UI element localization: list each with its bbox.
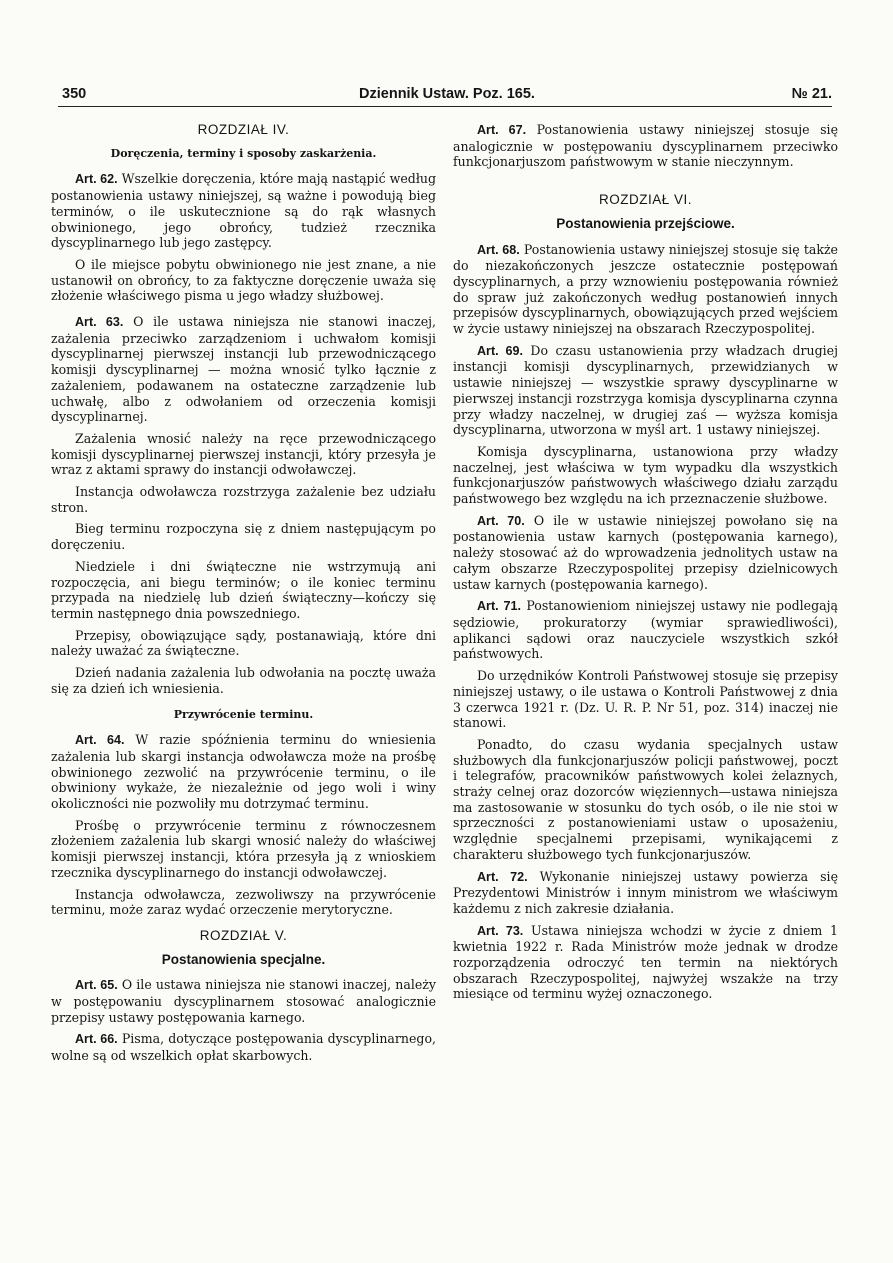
chapter-subtitle: Doręczenia, terminy i sposoby zaskarżenia. <box>110 146 377 160</box>
article-paragraph: Art. 64. W razie spóźnienia terminu do wniesienia zażalenia lub skargi instancja odwoławcza może na prośbę obwinionego zezwolić na przywrócenie terminu, o ile obwiniony wykaże, że niezależnie od jego woli i winy okoliczności nie pozwoliły mu dotrzymać terminu. <box>51 732 436 812</box>
paragraph: O ile miejsce pobytu obwinionego nie jest znane, a nie ustanowił on obrońcy, to za faktyczne doręczenie uważa się złożenie właściwego pisma u jego władzy służbowej. <box>51 256 436 304</box>
article-paragraph: Art. 62. Wszelkie doręczenia, które mają nastąpić według postanowienia ustawy niniejszej, są ważne i powodują bieg terminów, o ile uskutecznione są do rąk własnych obwinionego, jego obrońcy, tudzież rzecznika dyscyplinarnego lub jego zastępcy. <box>51 171 436 251</box>
paragraph: Instancja odwoławcza rozstrzyga zażalenie bez udziału stron. <box>51 484 436 515</box>
article-label: Art. 62. <box>75 172 118 187</box>
paragraph: Do urzędników Kontroli Państwowej stosuje się przepisy niniejszej ustawy, o ile ustawa o Kontroli Państwowej z dnia 3 czerwca 1921 r. (Dz. U. R. P. Nr 51, poz. 314) inaczej nie stanowi. <box>453 668 838 731</box>
chapter-title: Postanowienia przejściowe. <box>556 215 735 231</box>
article-paragraph: Art. 73. Ustawa niniejsza wchodzi w życie z dniem 1 kwietnia 1922 r. Rada Ministrów może jednak w drodze rozporządzenia odroczyć ten termin na niektórych obszarach Rzeczypospolitej, najwyżej wszakże na trzy miesiące od terminu wyżej oznaczonego. <box>453 922 838 1002</box>
article-label: Art. 65. <box>75 978 118 993</box>
article-label: Art. 71. <box>477 599 521 614</box>
page-header <box>62 86 832 108</box>
article-paragraph: Art. 71. Postanowieniom niniejszej ustawy nie podlegają sędziowie, prokuratorzy (wymiar sprawiedliwości), aplikanci sądowi oraz nauczyciele wszystkich szkół państwowych. <box>453 598 838 662</box>
article-label: Art. 64. <box>75 733 125 748</box>
article-label: Art. 67. <box>477 123 527 137</box>
article-paragraph: Art. 68. Postanowienia ustawy niniejszej stosuje się także do niezakończonych jeszcze ostatecznie postępowań dyscyplinarnych, a przy wznowieniu postępowania również do spraw już zakończonych według postanowień innych przepisów dyscyplinarnych, obowiązujących przed wejściem w życie ustawy niniejszej na obszarach Rzeczypospolitej. <box>453 241 838 337</box>
page-number: 350 <box>62 86 87 102</box>
paragraph: Bieg terminu rozpoczyna się z dniem następującym po doręczeniu. <box>51 521 436 553</box>
paragraph: Niedziele i dni świąteczne nie wstrzymują ani rozpoczęcia, ani biegu terminów; o ile koniec terminu przypada na niedzielę lub dzień świąteczny—kończy się termin następnego dnia powszedniego. <box>51 558 436 621</box>
paragraph: Ponadto, do czasu wydania specjalnych ustaw służbowych dla funkcjonarjuszów policji państwowej, poczt i telegrafów, pracowników państwowych kolei żelaznych, straży celnej oraz dozorców więziennych—ustawa niniejsza ma zastosowanie w stosunku do tych osób, o ile nie stoi w sprzeczności z postanowieniami ustaw o uposażeniu, względnie specjalnemi przepisami, wynikającemi z charakteru służbowego tych funkcjonarjuszów. <box>453 736 838 862</box>
article-paragraph: Art. 70. O ile w ustawie niniejszej powołano się na postanowienia ustaw karnych (postępowania karnego), należy stosować aż do wprowadzenia jednolitych ustaw na całym obszarze Rzeczypospolitej przepisy dzielnicowych ustaw karnych (postępowania karnego). <box>453 512 838 592</box>
paragraph: Komisja dyscyplinarna, ustanowiona przy władzy naczelnej, jest właściwa w tym wypadku dla wszystkich funkcjonarjuszów państwowych właściwego działu zarządu państwowego bez względu na ich przeznaczenie służbowe. <box>453 443 838 507</box>
article-paragraph: Art. 72. Wykonanie niniejszej ustawy powierza się Prezydentowi Ministrów i innym ministrom we właściwym każdemu z nich zakresie działania. <box>453 868 838 916</box>
chapter-title: Postanowienia specjalne. <box>161 951 326 967</box>
article-label: Art. 72. <box>477 869 528 884</box>
header-rule <box>58 106 832 107</box>
section-subheading: Przywrócenie terminu. <box>173 707 314 721</box>
issue-number: № 21. <box>791 86 832 102</box>
article-label: Art. 69. <box>477 343 523 358</box>
article-paragraph: Art. 65. O ile ustawa niniejsza nie stanowi inaczej, należy w postępowaniu dyscyplinarnem stosować analogicznie przepisy ustawy postępowania karnego. <box>51 977 436 1025</box>
article-paragraph: Art. 66. Pisma, dotyczące postępowania dyscyplinarnego, wolne są od wszelkich opłat skarbowych. <box>51 1031 436 1064</box>
chapter-heading: ROZDZIAŁ VI. <box>598 192 692 208</box>
article-paragraph: Art. 63. O ile ustawa niniejsza nie stanowi inaczej, zażalenia przeciwko zarządzeniom i uchwałom komisji dyscyplinarnej pierwszej instancji lub przewodniczącego komisji dyscyplinarnej — można wnosić tylko łącznie z zażaleniem, podawanem na ostateczne zarządzenie lub uchwałę, albo z odwołaniem od orzeczenia komisji dyscyplinarnej. <box>51 314 437 425</box>
article-paragraph: Art. 69. Do czasu ustanowienia przy władzach drugiej instancji komisji dyscyplinarnych, przewidzianych w ustawie niniejszej — wszystkie sprawy dyscyplinarne w pierwszej instancji rozstrzyga komisja dyscyplinarna czynna przy władzy naczelnej, w drugiej zaś — wyższa komisja dyscyplinarna, utworzona w myśl art. 1 ustawy niniejszej. <box>453 342 838 438</box>
left-column <box>51 122 436 1070</box>
chapter-heading: ROZDZIAŁ IV. <box>197 122 290 137</box>
right-column <box>453 122 838 1008</box>
journal-title: Dziennik Ustaw. Poz. 165. <box>359 86 535 102</box>
article-label: Art. 68. <box>477 242 520 257</box>
chapter-heading: ROZDZIAŁ V. <box>199 927 288 943</box>
paragraph: Przepisy, obowiązujące sądy, postanawiają, które dni należy uważać za świąteczne. <box>51 627 436 659</box>
paragraph: Zażalenia wnosić należy na ręce przewodniczącego komisji dyscyplinarnej pierwszej instancji, który przesyła je wraz z aktami sprawy do instancji odwoławczej. <box>51 430 436 478</box>
paragraph: Prośbę o przywrócenie terminu z równoczesnem złożeniem zażalenia lub skargi wnosić należy do właściwej komisji pierwszej instancji, która przesyła ją z wnioskiem rzecznika dyscyplinarnego do instancji odwoławczej. <box>51 817 436 880</box>
paragraph: Instancja odwoławcza, zezwoliwszy na przywrócenie terminu, może zaraz wydać orzeczenie merytoryczne. <box>51 886 436 918</box>
article-label: Art. 73. <box>477 923 524 938</box>
article-label: Art. 70. <box>477 513 525 528</box>
paragraph: Dzień nadania zażalenia lub odwołania na pocztę uważa się za dzień ich wniesienia. <box>51 665 436 696</box>
article-label: Art. 63. <box>75 315 124 330</box>
article-label: Art. 66. <box>75 1032 118 1047</box>
article-paragraph: Art. 67. Postanowienia ustawy niniejszej stosuje się analogicznie w postępowaniu dyscyplinarnem przeciwko funkcjonarjuszom państwowym w stanie nieczynnym. <box>453 122 838 170</box>
